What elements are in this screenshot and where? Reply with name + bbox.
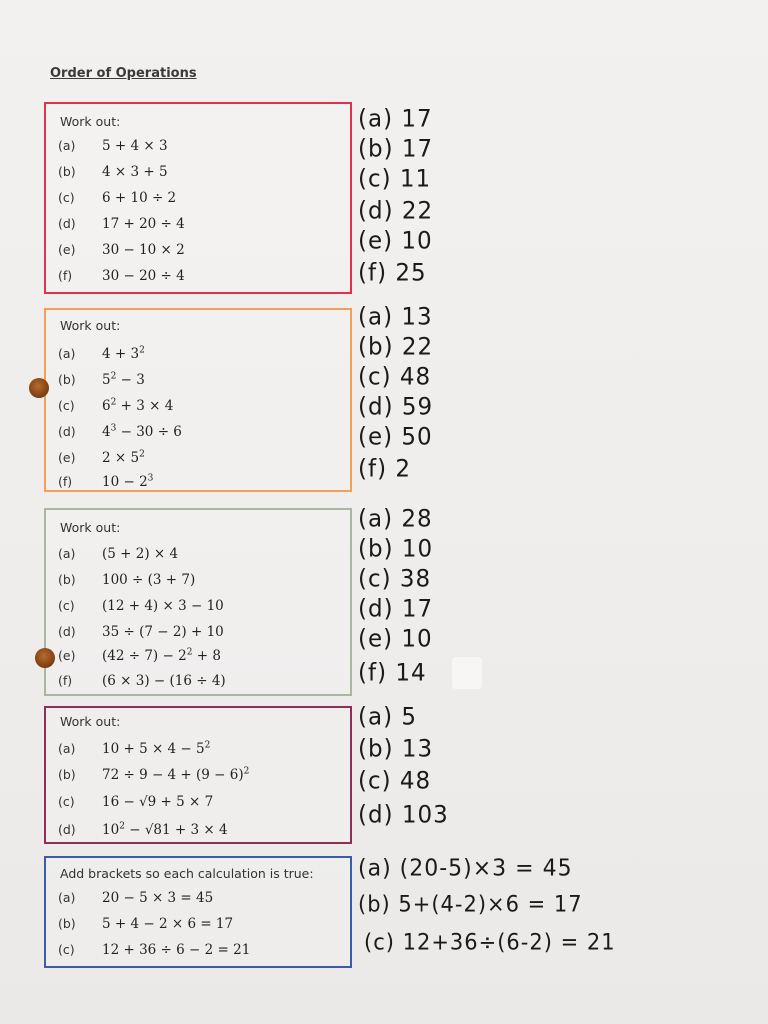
exercise-box-1 [44, 102, 352, 294]
handwritten-answer: (f) 2 [358, 455, 411, 483]
question-row: (c) 6 + 10 ÷ 2 [58, 190, 177, 206]
question-row: (a) 20 − 5 × 3 = 45 [58, 890, 214, 906]
question-row: (a) 5 + 4 × 3 [58, 138, 168, 154]
question-row: (d) 17 + 20 ÷ 4 [58, 216, 185, 232]
handwritten-answer: (d) 59 [358, 393, 434, 421]
question-row: (b) 100 ÷ (3 + 7) [58, 571, 196, 588]
handwritten-answer: (e) 10 [358, 227, 433, 255]
question-row: (d) $10^2 - √81 + 3 \times 4$ [58, 821, 228, 838]
correction-patch [452, 657, 482, 689]
question-row: (b) 5 + 4 − 2 × 6 = 17 [58, 916, 234, 932]
question-row: (b) $5^2 - 3$ [58, 371, 145, 388]
exercise-box-4 [44, 706, 352, 844]
handwritten-answer: (b) 22 [358, 333, 434, 361]
handwritten-answer: (b) 17 [358, 135, 434, 163]
question-row: (f) $10 - 2^3$ [58, 473, 154, 490]
handwritten-answer: (c) 11 [358, 165, 432, 193]
question-row: (c) 16 − √9 + 5 × 7 [58, 793, 214, 810]
question-row: (b) 4 × 3 + 5 [58, 164, 168, 180]
exercise-box-2 [44, 308, 352, 492]
question-row: (e) $2 \times 5^2$ [58, 449, 145, 466]
worksheet-title: Order of Operations [50, 66, 197, 81]
handwritten-answer: (c) 48 [358, 363, 432, 391]
handwritten-answer: (b) 10 [358, 535, 434, 563]
box-heading: Work out: [60, 114, 121, 129]
handwritten-answer: (a) 17 [358, 105, 433, 133]
question-row: (b) $72 \div 9 - 4 + (9 - 6)^2$ [58, 766, 250, 783]
handwritten-answer: (e) 10 [358, 625, 433, 653]
exercise-box-3 [44, 508, 352, 696]
question-row: (a) (5 + 2) × 4 [58, 545, 179, 562]
handwritten-answer: (f) 25 [358, 259, 427, 287]
handwritten-answer: (d) 103 [358, 801, 449, 829]
question-row: (d) 35 ÷ (7 − 2) + 10 [58, 623, 224, 640]
box-heading: Work out: [60, 318, 121, 333]
handwritten-answer: (b) 5+(4-2)×6 = 17 [358, 891, 583, 917]
question-row: (f) (6 × 3) − (16 ÷ 4) [58, 672, 226, 689]
question-row: (a) $10 + 5 \times 4 - 5^2$ [58, 740, 211, 757]
handwritten-answer: (a) 13 [358, 303, 433, 331]
handwritten-answer: (d) 22 [358, 197, 434, 225]
question-row: (c) 12 + 36 ÷ 6 − 2 = 21 [58, 942, 251, 958]
handwritten-answer: (a) 5 [358, 703, 417, 731]
handwritten-answer: (a) (20-5)×3 = 45 [358, 855, 573, 882]
exercise-box-5 [44, 856, 352, 968]
box-heading: Add brackets so each calculation is true: [60, 866, 314, 881]
question-row: (d) $4^3 - 30 \div 6$ [58, 423, 182, 440]
question-row: (e) 30 − 10 × 2 [58, 242, 185, 258]
punch-hole [29, 378, 49, 398]
question-row: (e) $(42 \div 7) - 2^2 + 8$ [58, 647, 221, 664]
handwritten-answer: (e) 50 [358, 423, 433, 451]
handwritten-answer: (c) 12+36÷(6-2) = 21 [364, 929, 616, 955]
question-row: (f) 30 − 20 ÷ 4 [58, 268, 185, 284]
punch-hole [35, 648, 55, 668]
question-row: (c) $6^2 + 3 \times 4$ [58, 397, 174, 414]
handwritten-answer: (a) 28 [358, 505, 433, 533]
handwritten-answer: (b) 13 [358, 735, 434, 763]
box-heading: Work out: [60, 714, 121, 729]
box-heading: Work out: [60, 520, 121, 535]
handwritten-answer: (d) 17 [358, 595, 434, 623]
handwritten-answer: (c) 38 [358, 565, 432, 593]
handwritten-answer: (f) 14 [358, 659, 427, 687]
question-row: (c) (12 + 4) × 3 − 10 [58, 597, 224, 614]
handwritten-answer: (c) 48 [358, 767, 432, 795]
question-row: (a) $4 + 3^2$ [58, 345, 145, 362]
